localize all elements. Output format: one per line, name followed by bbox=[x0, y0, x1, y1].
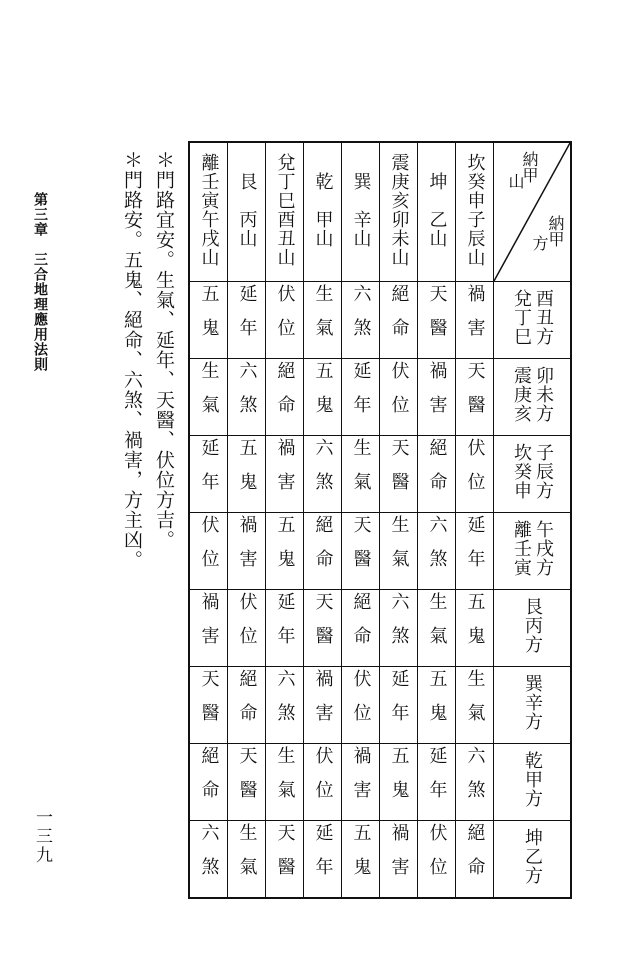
table-cell bbox=[304, 436, 342, 513]
table-cell bbox=[266, 436, 304, 513]
table-cell bbox=[418, 744, 456, 821]
column-header bbox=[304, 142, 342, 282]
row-header-label: 坎癸申 bbox=[511, 443, 532, 500]
column-header-label: 坤 乙山 bbox=[426, 171, 448, 248]
table-cell bbox=[418, 821, 456, 899]
row-header-label: 坤乙方 bbox=[522, 828, 543, 885]
chapter-running-head: 第三章 三合地理應用法則 bbox=[32, 192, 48, 372]
column-header bbox=[228, 142, 266, 282]
row-header-label: 震庚亥 bbox=[511, 366, 532, 423]
table-cell bbox=[418, 436, 456, 513]
table-cell-value: 絕命 bbox=[350, 591, 372, 660]
table-cell-value: 伏位 bbox=[236, 591, 258, 660]
table-cell-value: 延年 bbox=[464, 514, 486, 583]
table-cell bbox=[380, 436, 418, 513]
table-cell-value: 六煞 bbox=[464, 745, 486, 814]
table-cell bbox=[342, 667, 380, 744]
column-header-label: 離壬寅午戌山 bbox=[198, 152, 220, 267]
table-cell bbox=[189, 513, 228, 590]
table-cell-value: 五鬼 bbox=[236, 437, 258, 506]
table-cell bbox=[189, 359, 228, 436]
table-cell bbox=[266, 513, 304, 590]
table-cell-value: 禍害 bbox=[350, 745, 372, 814]
corner-header-inner bbox=[494, 143, 570, 281]
table-row bbox=[189, 667, 571, 744]
row-header bbox=[494, 282, 572, 359]
table-cell bbox=[189, 282, 228, 359]
row-header-label-2: 卯未方 bbox=[533, 366, 554, 423]
table-cell-value: 禍害 bbox=[198, 591, 220, 660]
table-cell-value: 禍害 bbox=[426, 360, 448, 429]
table-cell bbox=[189, 821, 228, 899]
table-cell bbox=[456, 282, 494, 359]
column-header bbox=[266, 142, 304, 282]
table-cell bbox=[418, 590, 456, 667]
table-cell-value: 生氣 bbox=[236, 822, 258, 891]
table-cell bbox=[266, 744, 304, 821]
table-cell-value: 五鬼 bbox=[350, 822, 372, 891]
table-cell bbox=[380, 821, 418, 899]
table-row bbox=[189, 359, 571, 436]
table-cell bbox=[456, 744, 494, 821]
table-cell bbox=[304, 359, 342, 436]
page-number: 一三九 bbox=[32, 808, 52, 865]
corner-header bbox=[494, 142, 572, 282]
row-header-label-2: 午戌方 bbox=[533, 520, 554, 577]
table-cell bbox=[266, 282, 304, 359]
row-header bbox=[494, 667, 572, 744]
table-cell-value: 絕命 bbox=[464, 822, 486, 891]
table-cell bbox=[266, 590, 304, 667]
table-cell bbox=[418, 359, 456, 436]
table-cell bbox=[342, 744, 380, 821]
table-cell-value: 絕命 bbox=[388, 283, 410, 352]
table-cell-value: 伏位 bbox=[198, 514, 220, 583]
table-cell bbox=[380, 513, 418, 590]
table-cell bbox=[380, 359, 418, 436]
table-cell bbox=[304, 590, 342, 667]
table-cell bbox=[418, 282, 456, 359]
header-row bbox=[189, 142, 571, 282]
table-cell bbox=[456, 513, 494, 590]
column-header bbox=[189, 142, 228, 282]
table-cell-value: 天醫 bbox=[426, 283, 448, 352]
direction-table bbox=[188, 141, 572, 899]
table-row bbox=[189, 513, 571, 590]
corner-bottom-label: 納甲 bbox=[546, 215, 565, 247]
table-cell-value: 天醫 bbox=[198, 668, 220, 737]
table-row bbox=[189, 590, 571, 667]
table-cell-value: 天醫 bbox=[274, 822, 296, 891]
table-cell-value: 絕命 bbox=[426, 437, 448, 506]
table-cell-value: 六煞 bbox=[274, 668, 296, 737]
table-cell-value: 延年 bbox=[350, 360, 372, 429]
table-cell-value: 生氣 bbox=[426, 591, 448, 660]
row-header-label: 兌丁巳 bbox=[511, 289, 532, 346]
table-cell-value: 五鬼 bbox=[426, 668, 448, 737]
column-header-label: 巽 辛山 bbox=[350, 171, 372, 248]
note-inauspicious: ＊門路安。五鬼、絕命、六煞、禍害，方主凶。 bbox=[121, 150, 143, 570]
table-cell-value: 天醫 bbox=[350, 514, 372, 583]
table-cell bbox=[456, 590, 494, 667]
table-cell-value: 伏位 bbox=[350, 668, 372, 737]
table-cell-value: 伏位 bbox=[274, 283, 296, 352]
column-header-label: 震庚亥卯未山 bbox=[388, 152, 410, 267]
row-header-label: 艮丙方 bbox=[522, 597, 543, 654]
table-cell bbox=[304, 821, 342, 899]
table-cell-value: 延年 bbox=[426, 745, 448, 814]
row-header bbox=[494, 590, 572, 667]
table-cell bbox=[228, 513, 266, 590]
table-cell bbox=[189, 744, 228, 821]
table-cell-value: 禍害 bbox=[274, 437, 296, 506]
table-cell-value: 五鬼 bbox=[274, 514, 296, 583]
table-cell-value: 延年 bbox=[198, 437, 220, 506]
table-cell bbox=[304, 667, 342, 744]
table-cell-value: 天醫 bbox=[388, 437, 410, 506]
table-cell-value: 生氣 bbox=[388, 514, 410, 583]
row-header-label: 巽辛方 bbox=[522, 674, 543, 731]
corner-bottom-label-2: 方 bbox=[530, 235, 549, 251]
row-header bbox=[494, 744, 572, 821]
column-header-label: 艮 丙山 bbox=[236, 171, 258, 248]
table-cell bbox=[380, 667, 418, 744]
table-cell-value: 六煞 bbox=[426, 514, 448, 583]
table-cell bbox=[228, 590, 266, 667]
table-row bbox=[189, 436, 571, 513]
table-row bbox=[189, 744, 571, 821]
column-header-label: 兌丁巳酉丑山 bbox=[274, 152, 296, 267]
table-cell bbox=[266, 667, 304, 744]
table-cell bbox=[189, 436, 228, 513]
table-cell-value: 延年 bbox=[388, 668, 410, 737]
table-cell bbox=[456, 821, 494, 899]
table-cell-value: 生氣 bbox=[312, 283, 334, 352]
table-cell-value: 生氣 bbox=[274, 745, 296, 814]
table-cell-value: 天醫 bbox=[236, 745, 258, 814]
table-cell bbox=[342, 590, 380, 667]
table-cell-value: 禍害 bbox=[312, 668, 334, 737]
column-header bbox=[380, 142, 418, 282]
note-auspicious: ＊門路宜安。生氣、延年、天醫、伏位方吉。 bbox=[153, 150, 175, 550]
table-cell bbox=[418, 667, 456, 744]
table-cell-value: 絕命 bbox=[312, 514, 334, 583]
table-cell bbox=[228, 359, 266, 436]
table-cell-value: 絕命 bbox=[274, 360, 296, 429]
table-cell bbox=[189, 590, 228, 667]
table-cell-value: 絕命 bbox=[236, 668, 258, 737]
table-cell-value: 五鬼 bbox=[312, 360, 334, 429]
table-cell bbox=[266, 359, 304, 436]
row-header bbox=[494, 513, 572, 590]
table-cell bbox=[304, 744, 342, 821]
column-header-label: 乾 甲山 bbox=[312, 171, 334, 248]
table-cell-value: 禍害 bbox=[236, 514, 258, 583]
row-header bbox=[494, 359, 572, 436]
table-cell-value: 禍害 bbox=[388, 822, 410, 891]
table-cell-value: 天醫 bbox=[312, 591, 334, 660]
row-header-label: 離壬寅 bbox=[511, 520, 532, 577]
row-header-label-2: 酉丑方 bbox=[533, 289, 554, 346]
table-cell bbox=[456, 436, 494, 513]
table-cell-value: 五鬼 bbox=[388, 745, 410, 814]
table-cell-value: 五鬼 bbox=[198, 283, 220, 352]
table-cell-value: 伏位 bbox=[464, 437, 486, 506]
table-cell bbox=[189, 667, 228, 744]
table-cell-value: 伏位 bbox=[312, 745, 334, 814]
column-header-label: 坎癸申子辰山 bbox=[464, 152, 486, 267]
table-cell-value: 伏位 bbox=[388, 360, 410, 429]
table-cell bbox=[228, 667, 266, 744]
table-cell bbox=[266, 821, 304, 899]
table-cell bbox=[380, 744, 418, 821]
table-cell bbox=[304, 282, 342, 359]
row-header bbox=[494, 436, 572, 513]
table-cell bbox=[342, 513, 380, 590]
table-cell-value: 六煞 bbox=[236, 360, 258, 429]
table-cell bbox=[342, 282, 380, 359]
table-cell bbox=[228, 821, 266, 899]
corner-top-label-2: 山 bbox=[506, 173, 525, 189]
table-cell-value: 六煞 bbox=[312, 437, 334, 506]
column-header bbox=[456, 142, 494, 282]
table-cell-value: 延年 bbox=[274, 591, 296, 660]
column-header bbox=[342, 142, 380, 282]
table-cell bbox=[228, 436, 266, 513]
row-header-label-2: 子辰方 bbox=[533, 443, 554, 500]
table-cell-value: 延年 bbox=[236, 283, 258, 352]
table-cell bbox=[418, 513, 456, 590]
table-cell-value: 六煞 bbox=[198, 822, 220, 891]
table-cell bbox=[342, 821, 380, 899]
row-header-label: 乾甲方 bbox=[522, 751, 543, 808]
table-cell-value: 絕命 bbox=[198, 745, 220, 814]
corner-top-label: 納甲 bbox=[520, 151, 539, 183]
table-cell bbox=[228, 744, 266, 821]
table-cell bbox=[456, 667, 494, 744]
table-cell bbox=[228, 282, 266, 359]
table-cell-value: 天醫 bbox=[464, 360, 486, 429]
table-cell bbox=[304, 513, 342, 590]
table-cell bbox=[380, 282, 418, 359]
table-cell-value: 六煞 bbox=[350, 283, 372, 352]
table-cell-value: 生氣 bbox=[198, 360, 220, 429]
table-row bbox=[189, 282, 571, 359]
table-cell-value: 禍害 bbox=[464, 283, 486, 352]
table-cell bbox=[342, 436, 380, 513]
table-cell-value: 生氣 bbox=[464, 668, 486, 737]
column-header bbox=[418, 142, 456, 282]
table-cell bbox=[342, 359, 380, 436]
table-cell bbox=[456, 359, 494, 436]
row-header bbox=[494, 821, 572, 899]
table-cell bbox=[380, 590, 418, 667]
table-cell-value: 伏位 bbox=[426, 822, 448, 891]
table-cell-value: 生氣 bbox=[350, 437, 372, 506]
table-cell-value: 五鬼 bbox=[464, 591, 486, 660]
table-row bbox=[189, 821, 571, 899]
table-cell-value: 延年 bbox=[312, 822, 334, 891]
table-cell-value: 六煞 bbox=[388, 591, 410, 660]
